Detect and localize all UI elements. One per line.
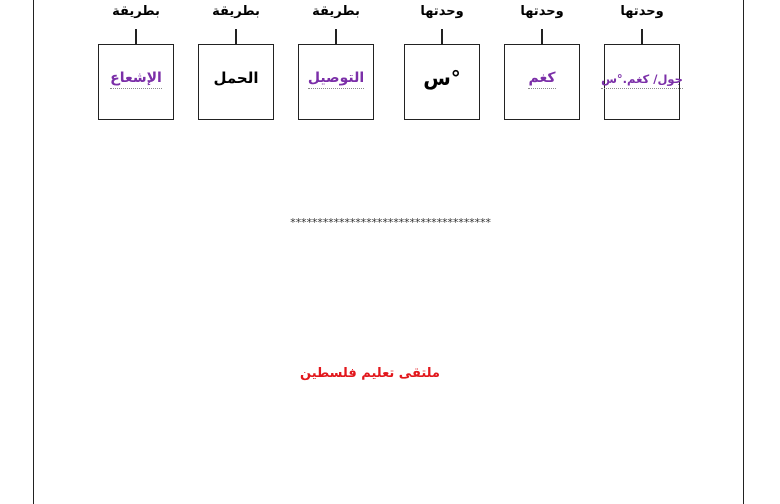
connector-line	[541, 29, 543, 44]
column-4	[298, 0, 374, 122]
answer-text: الحمل	[213, 69, 259, 87]
column-header: وحدتها	[520, 4, 564, 19]
connector-line	[335, 29, 337, 44]
answer-text: كغم	[528, 70, 555, 89]
column-5	[198, 0, 274, 122]
answer-box	[198, 44, 274, 120]
connector-line	[641, 29, 643, 44]
column-header: وحدتها	[420, 4, 464, 19]
column-2	[504, 0, 580, 122]
footer-watermark-text: ملتقى تعليم فلسطين	[300, 366, 440, 381]
answer-box	[504, 44, 580, 120]
column-header: بطريقة	[312, 4, 360, 19]
answer-text: جول/ كغم.°س	[601, 72, 683, 89]
connector-line	[441, 29, 443, 44]
column-6	[98, 0, 174, 122]
answer-text: °س	[423, 66, 461, 90]
column-header: بطريقة	[212, 4, 260, 19]
answer-box	[404, 44, 480, 120]
answer-box	[298, 44, 374, 120]
column-header: وحدتها	[620, 4, 664, 19]
answer-box	[601, 44, 683, 120]
column-header: بطريقة	[112, 4, 160, 19]
answer-text: التوصيل	[308, 70, 364, 89]
column-1	[601, 0, 683, 122]
column-3	[404, 0, 480, 122]
connector-line	[135, 29, 137, 44]
answer-text: الإشعاع	[110, 70, 162, 89]
answer-box	[98, 44, 174, 120]
connector-line	[235, 29, 237, 44]
asterisk-separator: *************************************	[289, 216, 491, 229]
